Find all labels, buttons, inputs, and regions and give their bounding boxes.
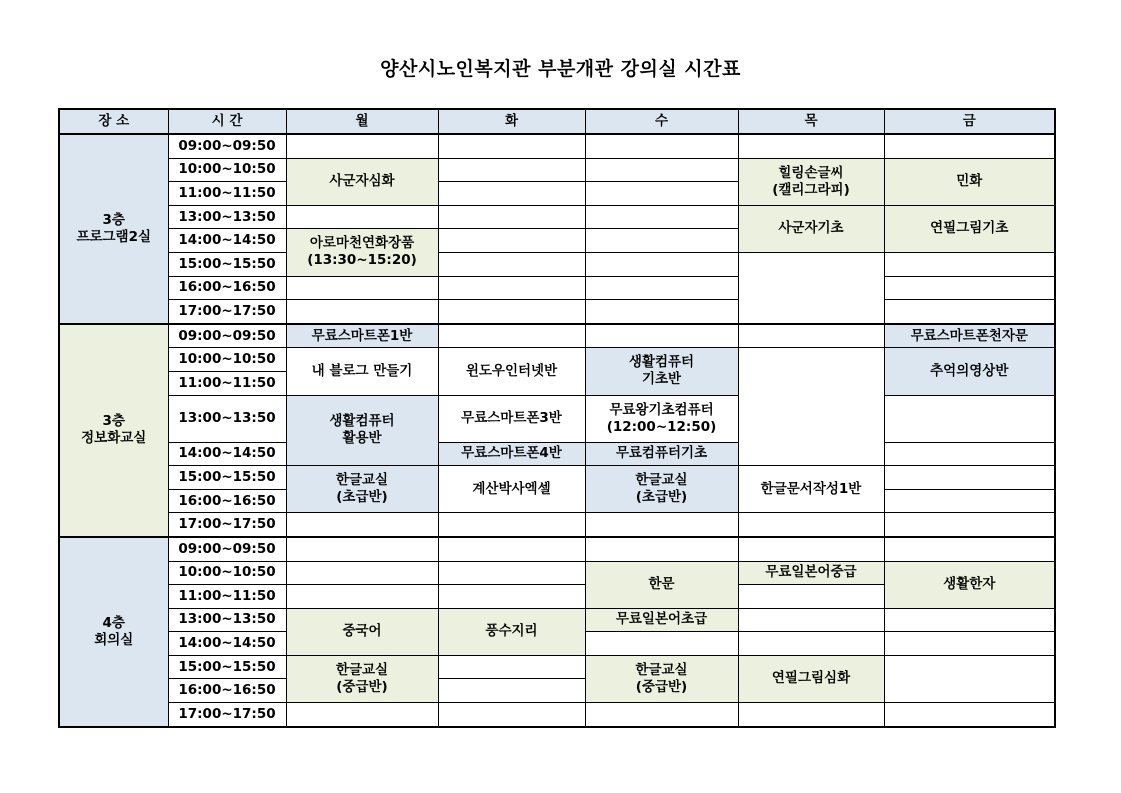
time-cell: 13:00~13:50 (168, 205, 286, 229)
empty-cell (438, 513, 585, 537)
time-cell: 15:00~15:50 (168, 655, 286, 679)
table-row (59, 466, 1055, 490)
class-name: 윈도우인터넷반 (465, 362, 558, 379)
empty-cell (884, 537, 1055, 561)
empty-cell (438, 300, 585, 324)
time-cell: 09:00~09:50 (168, 134, 286, 158)
class-cell[interactable] (438, 466, 585, 513)
empty-cell (438, 703, 585, 727)
table-row (59, 395, 1055, 442)
empty-cell (585, 134, 738, 158)
empty-cell (286, 561, 438, 585)
empty-cell (884, 276, 1055, 300)
time-cell: 14:00~14:50 (168, 632, 286, 656)
location-floor: 4층 (102, 614, 125, 631)
class-name: 민화 (956, 173, 983, 190)
class-note: 활용반 (342, 430, 382, 447)
header-day-fri: 금 (884, 109, 1055, 134)
time-cell: 13:00~13:50 (168, 608, 286, 632)
table-row (59, 300, 1055, 324)
class-cell[interactable] (585, 561, 738, 608)
empty-cell (585, 632, 738, 656)
time-cell: 17:00~17:50 (168, 703, 286, 727)
header-day-mon: 월 (286, 109, 438, 134)
time-cell: 15:00~15:50 (168, 252, 286, 276)
header-place: 장 소 (59, 109, 168, 134)
empty-cell (286, 205, 438, 229)
location-room: 정보화교실 (81, 430, 147, 447)
empty-cell (884, 703, 1055, 727)
empty-cell (585, 205, 738, 229)
table-row (59, 655, 1055, 679)
empty-cell (438, 276, 585, 300)
empty-cell (884, 252, 1055, 276)
class-cell[interactable] (585, 608, 738, 632)
class-cell[interactable] (585, 655, 738, 702)
location-cell (59, 324, 168, 537)
empty-cell (884, 395, 1055, 442)
class-cell[interactable] (738, 655, 884, 702)
class-cell[interactable] (884, 561, 1055, 608)
class-cell[interactable] (286, 466, 438, 513)
class-cell[interactable] (438, 348, 585, 395)
class-name: 무료스마트폰1반 (311, 327, 413, 344)
empty-cell (738, 513, 884, 537)
time-cell: 16:00~16:50 (168, 489, 286, 513)
header-time: 시 간 (168, 109, 286, 134)
class-cell[interactable] (286, 229, 438, 276)
time-cell: 16:00~16:50 (168, 679, 286, 703)
empty-cell (286, 300, 438, 324)
time-cell: 09:00~09:50 (168, 324, 286, 348)
empty-cell (738, 134, 884, 158)
class-cell[interactable] (585, 348, 738, 395)
class-cell[interactable] (738, 205, 884, 252)
empty-cell (286, 585, 438, 609)
page-title: 양산시노인복지관 부분개관 강의실 시간표 (380, 58, 741, 80)
empty-cell (438, 585, 585, 609)
time-cell: 15:00~15:50 (168, 466, 286, 490)
class-cell[interactable] (585, 395, 738, 442)
empty-cell (738, 324, 884, 348)
class-cell[interactable] (286, 655, 438, 702)
class-name: 무료스마트폰천자문 (910, 327, 1028, 344)
time-cell: 14:00~14:50 (168, 229, 286, 253)
class-cell[interactable] (884, 158, 1055, 205)
class-name: 생활컴퓨터 (329, 413, 395, 430)
time-cell: 17:00~17:50 (168, 300, 286, 324)
class-name: 추억의영상반 (930, 362, 1009, 379)
class-note: (12:00~12:50) (606, 418, 717, 435)
empty-cell (738, 348, 884, 466)
class-name: 무료스마트폰3반 (461, 410, 562, 427)
empty-cell (438, 252, 585, 276)
empty-cell (884, 655, 1055, 702)
location-room: 회의실 (94, 631, 134, 648)
empty-cell (884, 513, 1055, 537)
class-note: (캘리그라피) (772, 181, 850, 198)
class-name: 한글교실 (335, 661, 389, 678)
header-day-thu: 목 (738, 109, 884, 134)
time-cell: 17:00~17:50 (168, 513, 286, 537)
location-floor: 3층 (102, 211, 125, 228)
empty-cell (585, 252, 738, 276)
empty-cell (286, 276, 438, 300)
table-row (59, 324, 1055, 348)
empty-cell (738, 632, 884, 656)
class-name: 힐링손글씨 (778, 164, 844, 181)
time-cell: 13:00~13:50 (168, 395, 286, 442)
table-row (59, 608, 1055, 632)
empty-cell (286, 513, 438, 537)
class-cell[interactable] (738, 158, 884, 205)
class-name: 연필그림기초 (930, 220, 1009, 237)
class-cell[interactable] (438, 395, 585, 442)
class-name: 사군자심화 (329, 173, 395, 190)
class-name: 무료스마트폰4반 (461, 445, 562, 462)
empty-cell (585, 300, 738, 324)
class-note: (초급반) (635, 489, 688, 506)
class-name: 생활컴퓨터 (628, 354, 695, 371)
empty-cell (585, 229, 738, 253)
time-cell: 11:00~11:50 (168, 371, 286, 395)
empty-cell (438, 229, 585, 253)
empty-cell (585, 703, 738, 727)
empty-cell (884, 300, 1055, 324)
empty-cell (438, 655, 585, 679)
class-cell[interactable] (738, 466, 884, 513)
empty-cell (438, 324, 585, 348)
table-row (59, 252, 1055, 276)
time-cell: 11:00~11:50 (168, 585, 286, 609)
empty-cell (286, 703, 438, 727)
time-cell: 16:00~16:50 (168, 276, 286, 300)
class-cell[interactable] (438, 608, 585, 655)
empty-cell (438, 561, 585, 585)
table-row (59, 561, 1055, 585)
class-note: (중급반) (635, 678, 688, 695)
class-note: (중급반) (336, 678, 388, 695)
class-name: 중국어 (342, 623, 382, 640)
class-name: 연필그림심화 (771, 670, 851, 687)
timetable (58, 108, 1056, 728)
time-cell: 14:00~14:50 (168, 442, 286, 466)
table-row (59, 205, 1055, 229)
class-name: 한문 (648, 576, 675, 593)
class-cell[interactable] (286, 608, 438, 655)
class-name: 사군자기초 (778, 220, 844, 237)
class-name: 무료컴퓨터기초 (615, 445, 708, 462)
class-cell[interactable] (438, 442, 585, 466)
class-cell[interactable] (738, 561, 884, 585)
empty-cell (884, 608, 1055, 632)
class-name: 무료왕기초컴퓨터 (609, 401, 714, 418)
class-name: 한글교실 (635, 661, 688, 678)
time-cell: 09:00~09:50 (168, 537, 286, 561)
empty-cell (438, 537, 585, 561)
empty-cell (438, 205, 585, 229)
location-cell (59, 134, 168, 324)
class-note: (13:30~15:20) (307, 252, 417, 269)
table-row (59, 513, 1055, 537)
empty-cell (438, 182, 585, 206)
empty-cell (585, 513, 738, 537)
table-row (59, 158, 1055, 182)
header-day-tue: 화 (438, 109, 585, 134)
class-name: 계산박사엑셀 (472, 480, 551, 497)
table-row (59, 442, 1055, 466)
class-cell[interactable] (884, 348, 1055, 395)
class-name: 무료일본어중급 (765, 564, 857, 581)
header-row (59, 109, 1055, 134)
table-row (59, 134, 1055, 158)
empty-cell (884, 632, 1055, 656)
empty-cell (884, 466, 1055, 490)
empty-cell (438, 134, 585, 158)
location-floor: 3층 (102, 413, 125, 430)
location-room: 프로그램2실 (76, 228, 152, 245)
empty-cell (884, 489, 1055, 513)
empty-cell (585, 182, 738, 206)
empty-cell (738, 537, 884, 561)
class-cell[interactable] (585, 466, 738, 513)
class-name: 한글문서작성1반 (760, 480, 862, 497)
table-row (59, 276, 1055, 300)
class-note: (초급반) (336, 489, 388, 506)
class-name: 한글교실 (335, 472, 389, 489)
location-cell (59, 537, 168, 727)
empty-cell (438, 679, 585, 703)
table-row (59, 537, 1055, 561)
empty-cell (884, 442, 1055, 466)
empty-cell (286, 537, 438, 561)
time-cell: 11:00~11:50 (168, 182, 286, 206)
table-row (59, 348, 1055, 372)
class-name: 한글교실 (635, 472, 688, 489)
time-cell: 10:00~10:50 (168, 348, 286, 372)
table-row (59, 703, 1055, 727)
class-name: 풍수지리 (485, 623, 538, 640)
class-cell[interactable] (585, 442, 738, 466)
class-cell[interactable] (286, 348, 438, 395)
class-name: 생활한자 (943, 576, 996, 593)
empty-cell (738, 585, 884, 609)
class-name: 무료일본어초급 (615, 611, 708, 628)
empty-cell (585, 276, 738, 300)
class-cell[interactable] (884, 205, 1055, 252)
empty-cell (738, 608, 884, 632)
class-note: 기초반 (641, 371, 682, 388)
class-cell[interactable] (286, 324, 438, 348)
empty-cell (585, 324, 738, 348)
empty-cell (585, 158, 738, 182)
header-day-wed: 수 (585, 109, 738, 134)
class-name: 아로마천연화장품 (309, 235, 415, 252)
class-cell[interactable] (286, 158, 438, 205)
empty-cell (286, 134, 438, 158)
empty-cell (738, 703, 884, 727)
empty-cell (585, 537, 738, 561)
time-cell: 10:00~10:50 (168, 561, 286, 585)
time-cell: 10:00~10:50 (168, 158, 286, 182)
empty-cell (884, 134, 1055, 158)
empty-cell (738, 252, 884, 323)
class-cell[interactable] (884, 324, 1055, 348)
class-name: 내 블로그 만들기 (311, 362, 413, 379)
class-cell[interactable] (286, 395, 438, 466)
empty-cell (438, 158, 585, 182)
